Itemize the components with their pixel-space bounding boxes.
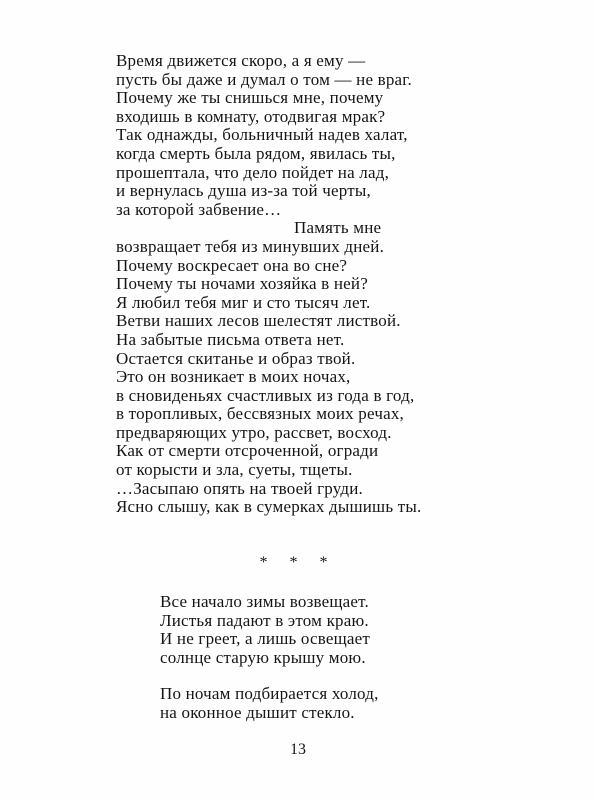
- poem-line: пусть бы даже и думал о том — не враг.: [116, 69, 413, 89]
- poem-line: прошептала, что дело пойдет на лад,: [116, 162, 390, 182]
- poem-line: от корысти и зла, суеты, тщеты.: [116, 460, 353, 480]
- stanza-break: [160, 667, 480, 685]
- poem-line: …Засыпаю опять на твоей груди.: [116, 478, 363, 498]
- section-separator: * * *: [259, 554, 337, 571]
- poem-line-indented: Память мне: [294, 218, 382, 238]
- poem-line: на оконное дышит стекло.: [160, 702, 355, 722]
- poem-line: и вернулась душа из-за той черты,: [116, 181, 371, 201]
- poem-line: На забытые письма ответа нет.: [116, 329, 345, 349]
- poem-line: Почему ты ночами хозяйка в ней?: [116, 274, 368, 294]
- poem-line: входишь в комнату, отодвигая мрак?: [116, 106, 386, 126]
- poem-line: Листья падают в этом краю.: [160, 610, 369, 630]
- poem-line: Время движется скоро, а я ему —: [116, 51, 366, 70]
- poem-line: По ночам подбирается холод,: [160, 684, 379, 704]
- poem-line: предваряющих утро, рассвет, восход.: [116, 422, 392, 442]
- poem-line: когда смерть была рядом, явилась ты,: [116, 143, 396, 163]
- page-number: 13: [290, 741, 306, 758]
- poem-second: [160, 593, 480, 723]
- poem-line: в торопливых, бессвязных моих речах,: [116, 404, 404, 424]
- poem-line: возвращает тебя из минувших дней.: [116, 236, 385, 256]
- poem-line: Почему воскресает она во сне?: [116, 255, 348, 275]
- poem-line: Как от смерти отсроченной, огради: [116, 441, 379, 461]
- poem-line: Я любил тебя миг и сто тысяч лет.: [116, 292, 371, 312]
- poem-line: Все начало зимы возвещает.: [160, 592, 369, 611]
- poem-line: за которой забвение…: [116, 199, 282, 219]
- poem-main: [116, 52, 516, 517]
- poem-line: Ветви наших лесов шелестят листвой.: [116, 311, 401, 331]
- poem-line: в сновиденьях счастливых из года в год,: [116, 385, 415, 405]
- poem-line: Это он возникает в моих ночах,: [116, 367, 351, 387]
- poem-line: Остается скитанье и образ твой.: [116, 348, 356, 368]
- poem-line: солнце старую крышу мою.: [160, 647, 366, 667]
- poem-line: И не греет, а лишь освещает: [160, 629, 371, 649]
- poem-line: Почему же ты снишься мне, почему: [116, 88, 384, 108]
- poem-line: Ясно слышу, как в сумерках дышишь ты.: [116, 497, 422, 517]
- poem-line: Так однажды, больничный надев халат,: [116, 125, 408, 145]
